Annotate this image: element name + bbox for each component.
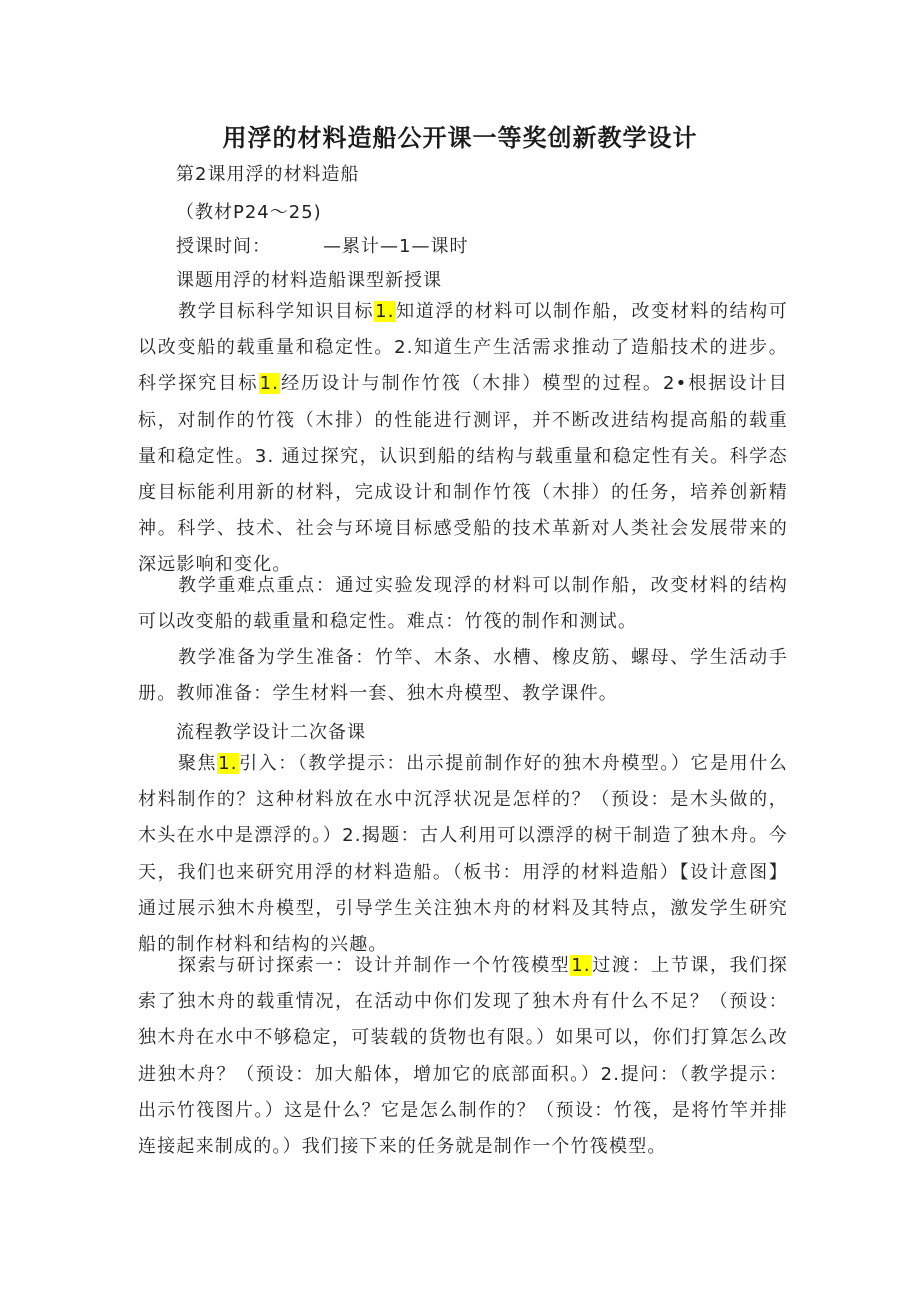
explore-text-2: 过渡：上节课，我们探索了独木舟的载重情况，在活动中你们发现了独木舟有什么不足？（预设：独木舟在水中不够稳定，可装载的货物也有限。）如果可以，你们打算怎么改进独木舟？（预设：加大船体，增加它的底部面积。）2.提问：（教学提示：出示竹筏图片。）这是什么？它是怎么制作的？（预设：竹筏，是将竹竿并排连接起来制成的。）我们接下来的任务就是制作一个竹筏模型。 xyxy=(138,955,788,1158)
teaching-goals-paragraph xyxy=(138,294,788,584)
focus-text-1: 聚焦 xyxy=(178,753,218,774)
highlight-mark: 1. xyxy=(571,955,591,976)
time-label: 授课时间： xyxy=(176,236,271,257)
explore-paragraph xyxy=(138,948,788,1165)
goals-text-1: 教学目标科学知识目标 xyxy=(178,301,375,322)
textbook-line: （教材P24〜25) xyxy=(176,202,322,223)
highlight-mark: 1. xyxy=(375,301,395,322)
focus-text-2: 引入：（教学提示：出示提前制作好的独木舟模型。）它是用什么材料制作的？这种材料放在水中沉浮状况是怎样的？（预设：是木头做的，木头在水中是漂浮的。）2.揭题：古人利用可以漂浮的树干制造了独木舟。今天，我们也来研究用浮的材料造船。（板书：用浮的材料造船）【设计意图】通过展示独木舟模型，引导学生关注独木舟的材料及其特点，激发学生研究船的制作材料和结构的兴趣。 xyxy=(138,753,788,956)
topic-line: 课题用浮的材料造船课型新授课 xyxy=(176,270,442,291)
lesson-line: 第2课用浮的材料造船 xyxy=(176,164,360,185)
goals-text-2: 知道浮的材料可以制作船，改变材料的结构可以改变船的载重量和稳定性。2.知道生产生活需求推动了造船技术的进步。科学探究目标 xyxy=(138,301,788,395)
goals-text-3: 经历设计与制作竹筏（木排）模型的过程。2•根据设计目标，对制作的竹筏（木排）的性能进行测评，并不断改进结构提高船的载重量和稳定性。3. 通过探究，认识到船的结构与载重量和稳定性有关。科学态度目标能利用新的材料，完成设计和制作竹筏（木排）的任务，培养创新精神。科学、技术、社会与环境目标感受船的技术革新对人类社会发展带来的深远影响和变化。 xyxy=(138,373,788,576)
preparation-paragraph: 教学准备为学生准备：竹竿、木条、水槽、橡皮筋、螺母、学生活动手册。教师准备：学生材料一套、独木舟模型、教学课件。 xyxy=(138,647,788,705)
time-line xyxy=(176,232,468,258)
process-heading: 流程教学设计二次备课 xyxy=(176,722,366,743)
highlight-mark: 1. xyxy=(259,373,280,395)
focus-paragraph xyxy=(138,746,788,963)
explore-text-1: 探索与研讨探索一：设计并制作一个竹筏模型 xyxy=(178,955,571,976)
time-value: —累计—1—课时 xyxy=(323,236,469,257)
highlight-mark: 1. xyxy=(218,753,238,774)
key-points-paragraph: 教学重难点重点：通过实验发现浮的材料可以制作船，改变材料的结构可以改变船的载重量和稳定性。难点：竹筏的制作和测试。 xyxy=(138,575,788,633)
document-title: 用浮的材料造船公开课一等奖创新教学设计 xyxy=(222,124,698,152)
